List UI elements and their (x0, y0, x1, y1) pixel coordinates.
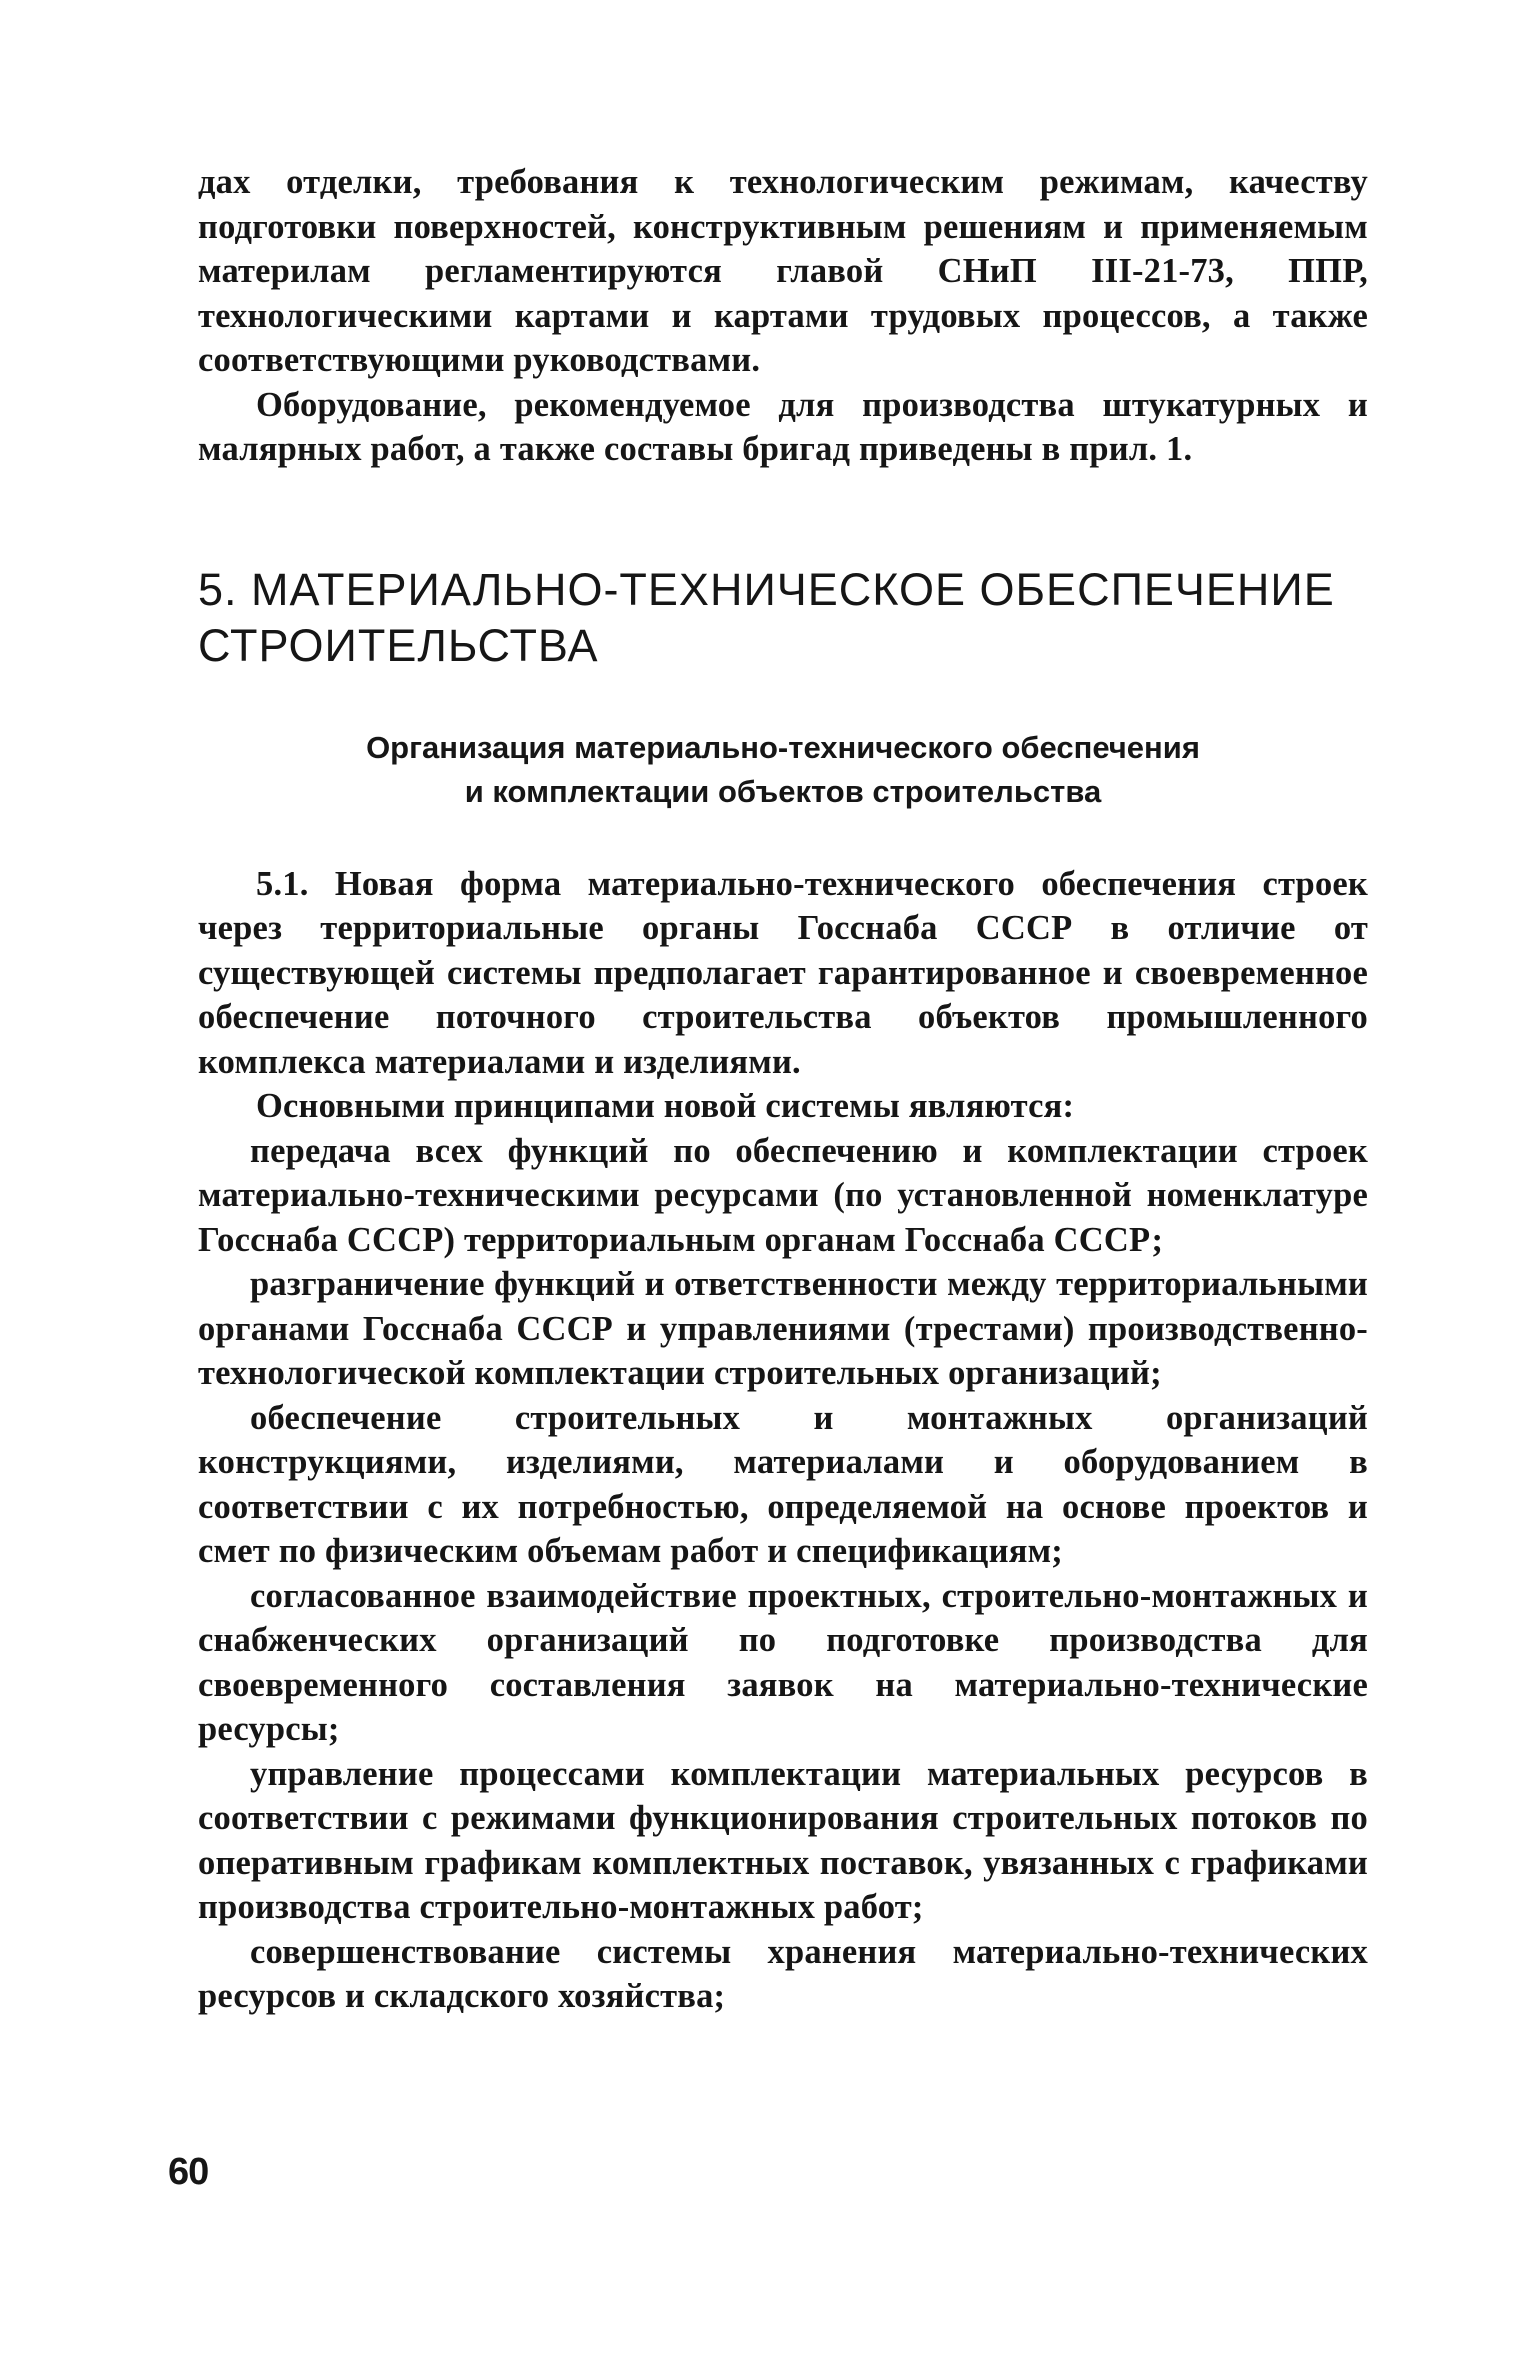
paragraph-5-1: 5.1. Новая форма материально-технического обеспечения строек через территориальные органы Госснаба СССР в отличие от существующей системы предполагает гарантированное и своевременное обеспечение поточного строительства объектов промышленного комплекса материалами и изделиями. (198, 864, 1368, 1081)
book-page (198, 160, 1368, 2019)
subtitle-line-2: и комплектации объектов строительства (464, 773, 1102, 809)
principle-item: совершенствование системы хранения материально-технических ресурсов и складского хозяйства; (198, 1932, 1368, 2015)
principle-item: обеспечение строительных и монтажных организаций конструкциями, изделиями, материалами и оборудованием в соответствии с их потребностью, определяемой на основе проектов и смет по физическим объемам работ и спецификациям; (198, 1398, 1368, 1570)
page-number: 60 (168, 2151, 209, 2193)
intro-paragraph-2: Оборудование, рекомендуемое для производства штукатурных и малярных работ, а также составы бригад приведены в прил. 1. (198, 385, 1368, 468)
section-subtitle (198, 726, 1368, 814)
subtitle-line-1: Организация материально-технического обеспечения (366, 729, 1200, 765)
principle-item: управление процессами комплектации материальных ресурсов в соответствии с режимами функционирования строительных потоков по оперативным графикам комплектных поставок, увязанных с графиками производства строительно-монтажных работ; (198, 1754, 1368, 1926)
principle-item: согласованное взаимодействие проектных, строительно-монтажных и снабженческих организаций по подготовке производства для своевременного составления заявок на материально-технические ресурсы; (198, 1576, 1368, 1748)
intro-paragraph-1: дах отделки, требования к технологическим режимам, качеству подготовки поверхностей, конструктивным решениям и применяемым материлам регламентируются главой СНиП III-21-73, ППР, технологическими картами и картами трудовых процессов, а также соответствующими руководствами. (198, 163, 1368, 379)
principle-item: передача всех функций по обеспечению и комплектации строек материально-техническими ресурсами (по установленной номенклатуре Госснаба СССР) территориальным органам Госснаба СССР; (198, 1131, 1368, 1259)
principle-item: разграничение функций и ответственности между территориальными органами Госснаба СССР и управлениями (трестами) производственно-технологической комплектации строительных организаций; (198, 1265, 1368, 1392)
principles-intro: Основными принципами новой системы являются: (256, 1087, 1075, 1125)
section-title: 5. МАТЕРИАЛЬНО-ТЕХНИЧЕСКОЕ ОБЕСПЕЧЕНИЕ СТРОИТЕЛЬСТВА (198, 563, 1335, 671)
